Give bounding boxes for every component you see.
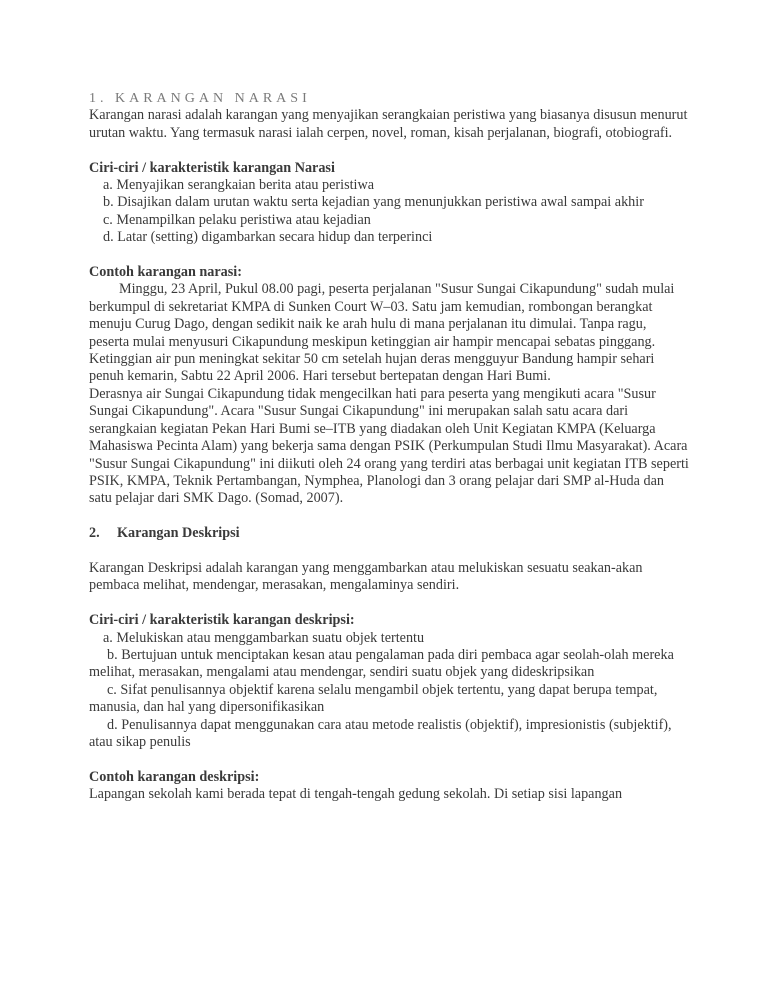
section-2-number: 2. (89, 525, 100, 542)
section-1-contoh-heading: Contoh karangan narasi: (89, 264, 242, 281)
section-1-ciri-item-b: b. Disajikan dalam urutan waktu serta kejadian yang menunjukkan peristiwa awal sampai akhir (103, 194, 644, 211)
section-2-title: Karangan Deskripsi (117, 525, 240, 542)
section-2-ciri-heading: Ciri-ciri / karakteristik karangan deskripsi: (89, 612, 355, 629)
section-1-contoh-paragraph-1: Minggu, 23 April, Pukul 08.00 pagi, peserta perjalanan "Susur Sungai Cikapundung" sudah mulai berkumpul di sekretariat KMPA di Sunken Court W–03. Satu jam kemudian, rombongan berangkat menuju Curug Dago, dengan sedikit naik ke arah hulu di mana perjalanan itu dimulai. Tanpa ragu, peserta mulai menyusuri Cikapundung meskipun ketinggian air hampir mencapai sebatas pinggang. Ketinggian air pun meningkat sekitar 50 cm setelah hujan deras mengguyur Bandung hampir sehari penuh kemarin, Sabtu 22 April 2006. Hari tersebut bertepatan dengan Hari Bumi. (89, 281, 675, 385)
section-1-intro: Karangan narasi adalah karangan yang menyajikan serangkaian peristiwa yang biasanya disusun menurut urutan waktu. Yang termasuk narasi ialah cerpen, novel, roman, kisah perjalanan, biografi, otobiografi. (89, 107, 688, 141)
section-1-title: 1. KARANGAN NARASI (89, 91, 311, 106)
section-2-ciri-item-d: d. Penulisannya dapat menggunakan cara atau metode realistis (objektif), impresionistis (subjektif), atau sikap penulis (89, 716, 672, 750)
section-1-ciri-item-d: d. Latar (setting) digambarkan secara hidup dan terperinci (103, 229, 433, 246)
section-2-contoh-paragraph-1: Lapangan sekolah kami berada tepat di tengah-tengah gedung sekolah. Di setiap sisi lapangan (89, 786, 623, 803)
section-2-title-line (89, 525, 689, 542)
section-2-intro: Karangan Deskripsi adalah karangan yang menggambarkan atau melukiskan sesuatu seakan-akan pembaca melihat, mendengar, merasakan, mengalaminya sendiri. (89, 559, 643, 594)
section-1-ciri-item-a: a. Menyajikan serangkaian berita atau peristiwa (103, 177, 375, 194)
section-2-ciri-item-a: a. Melukiskan atau menggambarkan suatu objek tertentu (103, 629, 425, 646)
section-2-contoh-heading: Contoh karangan deskripsi: (89, 768, 260, 785)
section-2-ciri-item-b: b. Bertujuan untuk menciptakan kesan atau pengalaman pada diri pembaca agar seolah-olah mereka melihat, merasakan, mengalami atau mendengar, sendiri suatu objek yang dideskripsikan (89, 646, 674, 681)
section-2-ciri-item-c: c. Sifat penulisannya objektif karena selalu mengambil objek tertentu, yang dapat berupa tempat, manusia, dan hal yang dipersonifikasikan (89, 681, 658, 716)
section-1-ciri-heading: Ciri-ciri / karakteristik karangan Narasi (89, 159, 335, 176)
document-body (89, 90, 689, 804)
section-1-contoh-paragraph-2: Derasnya air Sungai Cikapundung tidak mengecilkan hati para peserta yang mengikuti acara "Susur Sungai Cikapundung". Acara "Susur Sungai Cikapundung" ini merupakan salah satu acara dari serangkaian kegiatan Pekan Hari Bumi se–ITB yang diadakan oleh Unit Kegiatan KMPA (Keluarga Mahasiswa Pecinta Alam) yang bekerja sama dengan PSIK (Perkumpulan Studi Ilmu Masyarakat). Acara "Susur Sungai Cikapundung" ini diikuti oleh 24 orang yang terdiri atas berbagai unit kegiatan ITB seperti PSIK, KMPA, Teknik Pertambangan, Nymphea, Planologi dan 3 orang pelajar dari SMP al-Huda dan satu pelajar dari SMK Dago. (Somad, 2007). (89, 385, 689, 507)
section-1-ciri-item-c: c. Menampilkan pelaku peristiwa atau kejadian (103, 211, 371, 228)
